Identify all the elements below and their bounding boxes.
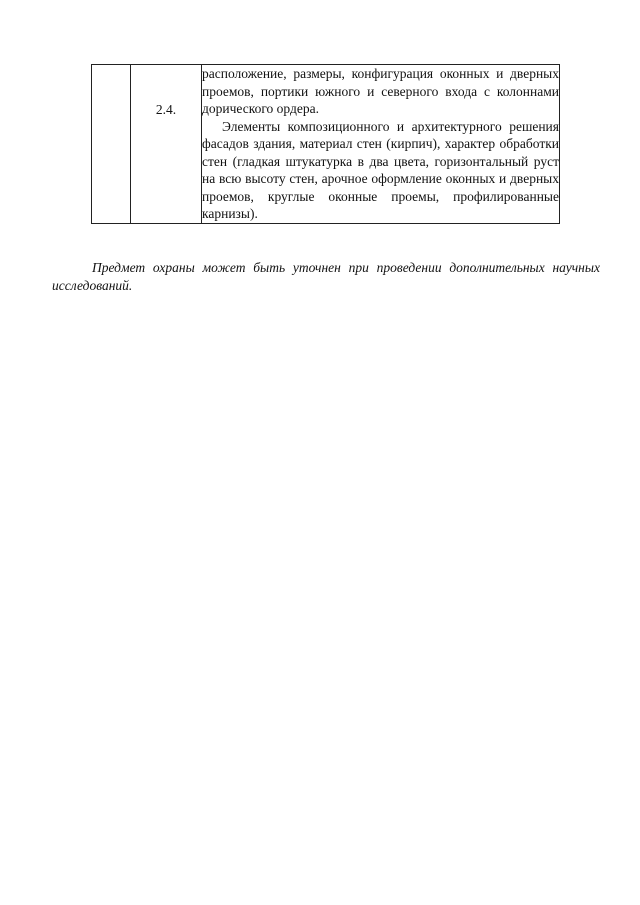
description-paragraph-2: Элементы композиционного и архитектурного решения фасадов здания, материал стен (кирпич), характер обработки стен (гладкая штукатурка в два цвета, горизонтальный руст на всю высоту стен, арочное оформление оконных и дверных проемов, круглые оконные проемы, профилированные карнизы). [202, 118, 559, 221]
description-paragraph-1: расположение, размеры, конфигурация оконных и дверных проемов, портики южного и северного входа с колоннами дорического ордера. [202, 66, 559, 116]
table-cell-index [92, 65, 131, 224]
protection-table [91, 64, 560, 224]
protection-note: Предмет охраны может быть уточнен при проведении дополнительных научных исследований. [52, 260, 600, 293]
item-number: 2.4. [155, 102, 177, 117]
table-cell-description [202, 65, 560, 224]
table-cell-number [131, 65, 202, 224]
table-row [92, 65, 560, 224]
